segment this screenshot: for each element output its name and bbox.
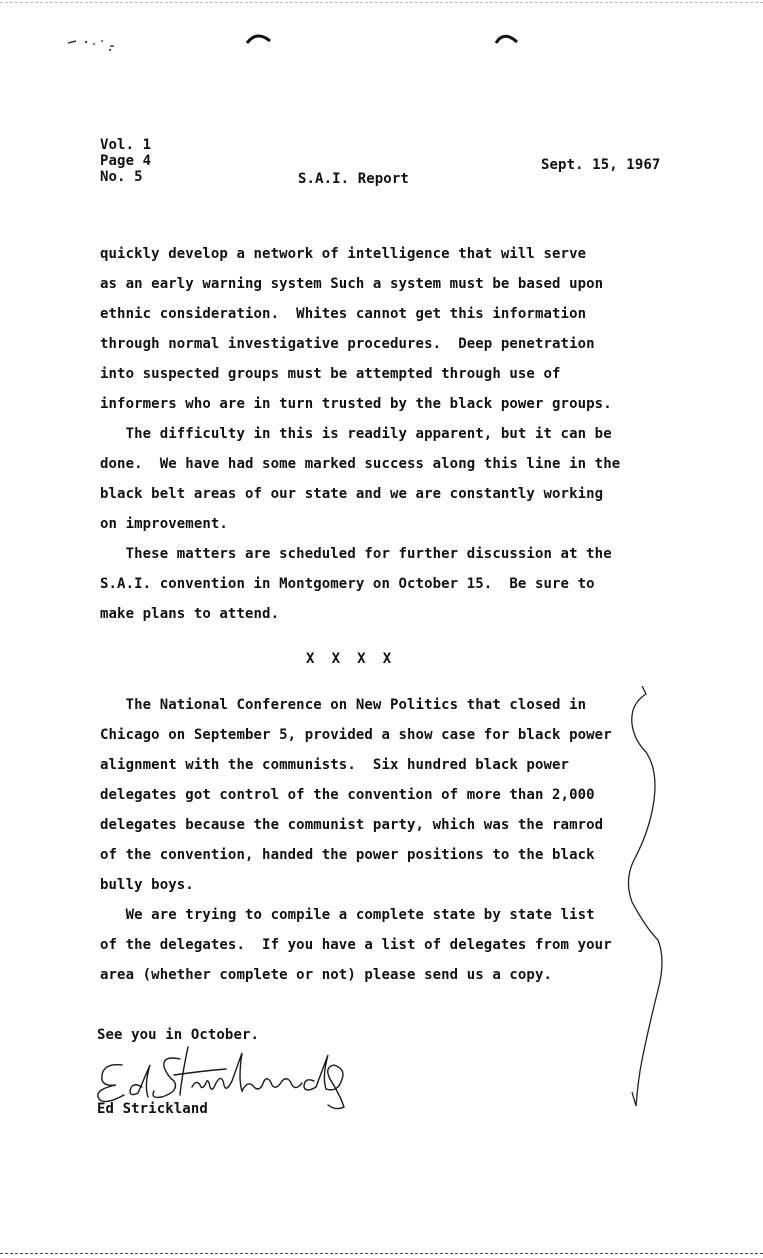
body-line: into suspected groups must be attempted through use of (100, 366, 561, 382)
body-line: Chicago on September 5, provided a show case for black power (100, 727, 612, 743)
page-label: Page 4 (100, 153, 152, 169)
body-line: These matters are scheduled for further discussion at the (100, 546, 612, 562)
body-line: as an early warning system Such a system must be based upon (100, 276, 604, 292)
closing-line: See you in October. (97, 1027, 260, 1043)
report-title: S.A.I. Report (298, 171, 409, 187)
body-line: S.A.I. convention in Montgomery on October 15. Be sure to (100, 576, 595, 592)
punch-hole-mark-right (493, 30, 523, 46)
body-line: informers who are in turn trusted by the black power groups. (100, 396, 612, 412)
body-line: of the convention, handed the power positions to the black (100, 847, 595, 863)
body-line: make plans to attend. (100, 606, 280, 622)
body-line: The National Conference on New Politics that closed in (100, 697, 587, 713)
body-line: The difficulty in this is readily apparent, but it can be (100, 426, 612, 442)
volume-label: Vol. 1 (100, 137, 152, 153)
body-line: bully boys. (100, 877, 194, 893)
report-date: Sept. 15, 1967 (541, 157, 661, 173)
scan-speck-marks (66, 36, 126, 54)
body-line: black belt areas of our state and we are constantly working (100, 486, 604, 502)
section-separator: X X X X (306, 651, 392, 667)
signer-name: Ed Strickland (97, 1101, 208, 1117)
body-line: alignment with the communists. Six hundred black power (100, 757, 570, 773)
margin-bracket-mark (620, 680, 670, 1120)
bottom-perforation (0, 1253, 763, 1254)
body-line: of the delegates. If you have a list of delegates from your (100, 937, 612, 953)
body-line: delegates because the communist party, which was the ramrod (100, 817, 604, 833)
body-line: delegates got control of the convention of more than 2,000 (100, 787, 595, 803)
top-perforation (0, 2, 763, 3)
punch-hole-mark-left (244, 30, 274, 46)
handwritten-signature (92, 1035, 362, 1110)
body-line: done. We have had some marked success along this line in the (100, 456, 621, 472)
issue-number: No. 5 (100, 169, 143, 185)
body-line: ethnic consideration. Whites cannot get this information (100, 306, 587, 322)
body-line: quickly develop a network of intelligence that will serve (100, 246, 587, 262)
body-line: We are trying to compile a complete state by state list (100, 907, 595, 923)
body-line: area (whether complete or not) please send us a copy. (100, 967, 553, 983)
body-line: through normal investigative procedures. Deep penetration (100, 336, 595, 352)
body-line: on improvement. (100, 516, 228, 532)
